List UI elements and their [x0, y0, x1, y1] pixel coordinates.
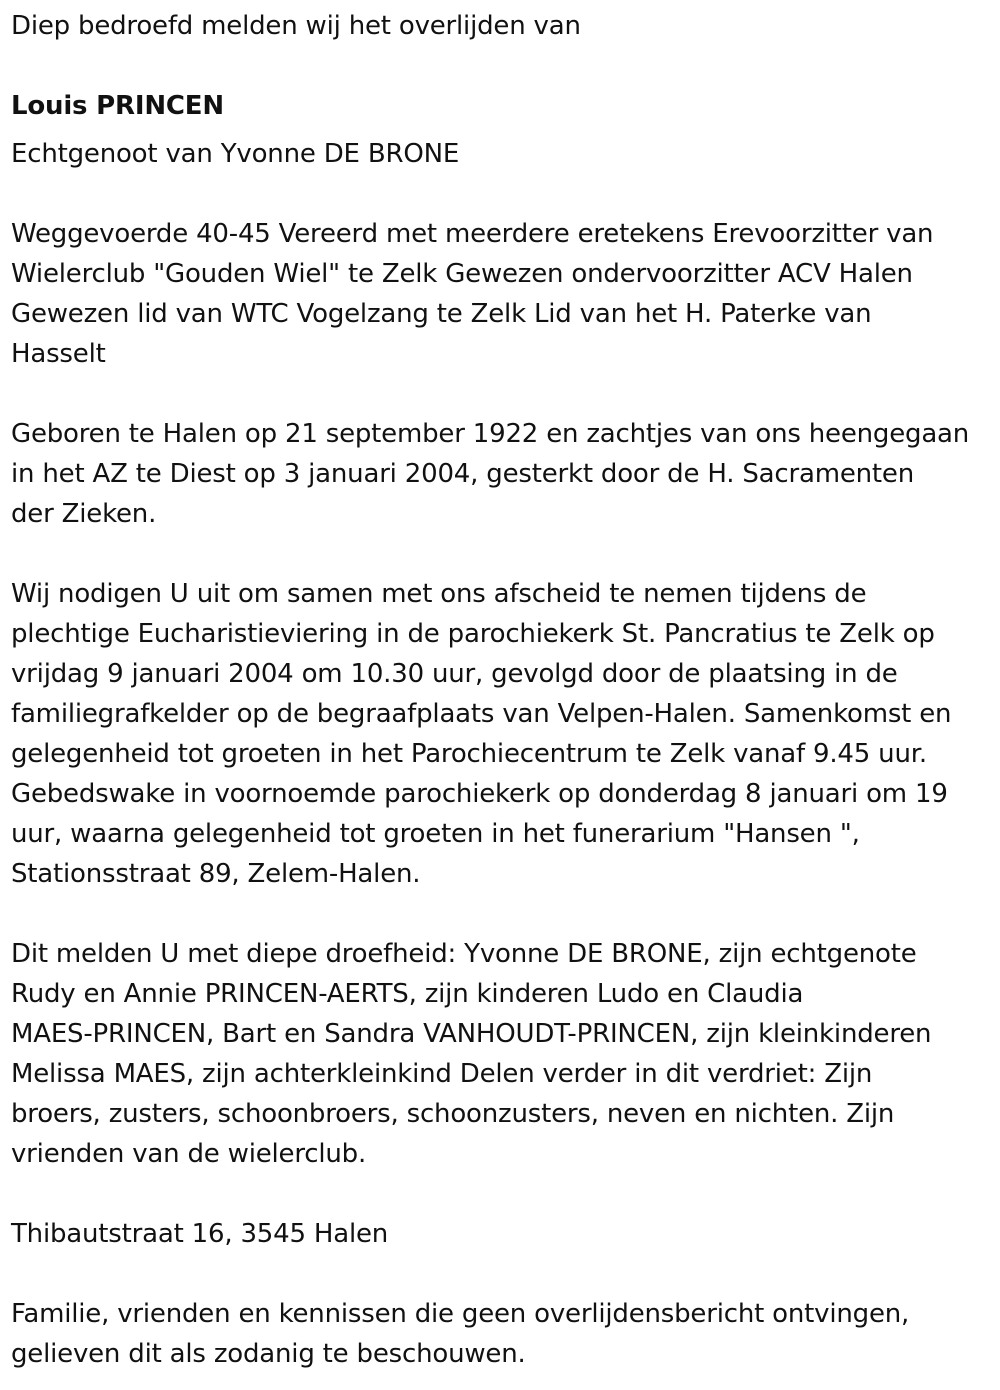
family-line: Melissa MAES, zijn achterkleinkind Delen verder in dit verdriet: Zijn — [11, 1059, 873, 1089]
ceremony-line: Stationsstraat 89, Zelem-Halen. — [11, 859, 421, 889]
intro-text: Diep bedroefd melden wij het overlijden van — [11, 11, 581, 41]
honors-paragraph — [11, 214, 986, 374]
spouse-text: Echtgenoot van Yvonne DE BRONE — [11, 139, 460, 169]
honors-line: Gewezen lid van WTC Vogelzang te Zelk Lid van het H. Paterke van — [11, 299, 872, 329]
deceased-name: Louis PRINCEN — [11, 91, 224, 121]
closing-line: gelieven dit als zodanig te beschouwen. — [11, 1339, 526, 1369]
ceremony-line: gelegenheid tot groeten in het Parochiecentrum te Zelk vanaf 9.45 uur. — [11, 739, 927, 769]
birth-death-line: in het AZ te Diest op 3 januari 2004, gesterkt door de H. Sacramenten — [11, 459, 914, 489]
family-line: broers, zusters, schoonbroers, schoonzusters, neven en nichten. Zijn — [11, 1099, 895, 1129]
honors-line: Wielerclub "Gouden Wiel" te Zelk Gewezen ondervoorzitter ACV Halen — [11, 259, 913, 289]
birth-death-paragraph — [11, 414, 986, 534]
honors-line: Weggevoerde 40-45 Vereerd met meerdere eretekens Erevoorzitter van — [11, 219, 934, 249]
address-text: Thibautstraat 16, 3545 Halen — [11, 1219, 389, 1249]
ceremony-line: uur, waarna gelegenheid tot groeten in het funerarium "Hansen ", — [11, 819, 860, 849]
family-line: MAES-PRINCEN, Bart en Sandra VANHOUDT-PRINCEN, zijn kleinkinderen — [11, 1019, 932, 1049]
family-line: Dit melden U met diepe droefheid: Yvonne DE BRONE, zijn echtgenote — [11, 939, 917, 969]
ceremony-line: Gebedswake in voornoemde parochiekerk op donderdag 8 januari om 19 — [11, 779, 948, 809]
ceremony-paragraph — [11, 574, 986, 894]
family-paragraph — [11, 934, 986, 1174]
address-paragraph — [11, 1214, 986, 1254]
closing-paragraph — [11, 1294, 986, 1374]
ceremony-line: vrijdag 9 januari 2004 om 10.30 uur, gevolgd door de plaatsing in de — [11, 659, 898, 689]
closing-line: Familie, vrienden en kennissen die geen overlijdensbericht ontvingen, — [11, 1299, 910, 1329]
ceremony-line: Wij nodigen U uit om samen met ons afscheid te nemen tijdens de — [11, 579, 867, 609]
birth-death-line: der Zieken. — [11, 499, 157, 529]
family-line: vrienden van de wielerclub. — [11, 1139, 367, 1169]
birth-death-line: Geboren te Halen op 21 september 1922 en zachtjes van ons heengegaan — [11, 419, 970, 449]
honors-line: Hasselt — [11, 339, 106, 369]
ceremony-line: plechtige Eucharistieviering in de parochiekerk St. Pancratius te Zelk op — [11, 619, 935, 649]
family-line: Rudy en Annie PRINCEN-AERTS, zijn kinderen Ludo en Claudia — [11, 979, 804, 1009]
ceremony-line: familiegrafkelder op de begraafplaats van Velpen-Halen. Samenkomst en — [11, 699, 952, 729]
